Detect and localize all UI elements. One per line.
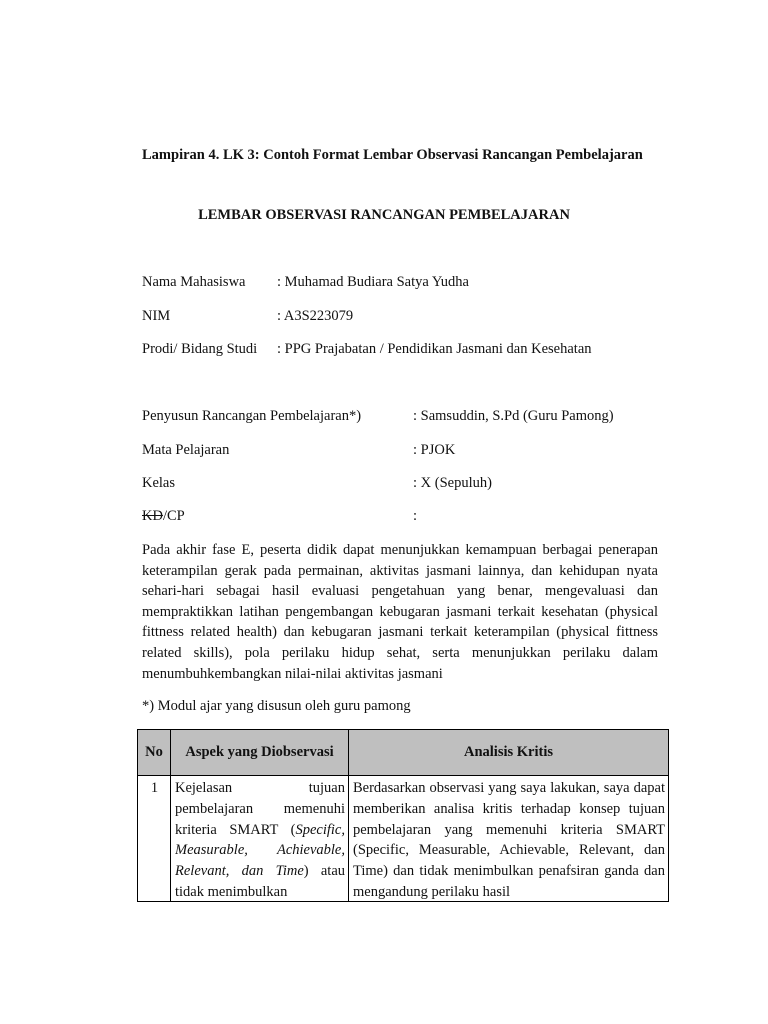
subject-value: : PJOK: [413, 442, 456, 458]
cp-paragraph: Pada akhir fase E, peserta didik dapat menunjukkan kemampuan berbagai penerapan keterampilan gerak pada permainan, aktivitas jasmani lainnya, dan kehidupan nyata sehari-hari sebagai hasil evaluasi pengetahuan yang benar, mengevaluasi dan mempraktikkan latihan pengembangan kebugaran jasmani terkait kesehatan (physical fittness related health) dan kebugaran jasmani terkait keterampilan (physical fittness related skills), pola perilaku hidup sehat, serta menunjukkan perilaku dalam menumbuhkembangkan nilai-nilai aktivitas jasmani: [142, 542, 658, 682]
appendix-title: Lampiran 4. LK 3: Contoh Format Lembar Observasi Rancangan Pembelajaran: [142, 147, 643, 163]
analysis-cell: [349, 776, 669, 902]
table-header-row: [138, 730, 669, 776]
aspect-outro: ) atau tidak menimbulkan: [175, 863, 345, 900]
header-no: No: [138, 730, 171, 776]
header-analysis: Analisis Kritis: [349, 730, 669, 776]
student-name-label: Nama Mahasiswa: [142, 274, 246, 290]
header-aspect: Aspek yang Diobservasi: [171, 730, 349, 776]
kd-cp-value: :: [413, 508, 418, 524]
kd-struck-text: KD: [142, 508, 163, 524]
nim-value: : A3S223079: [277, 308, 354, 324]
subject-label: Mata Pelajaran: [142, 442, 230, 458]
class-label: Kelas: [142, 475, 176, 491]
observation-table: [137, 729, 669, 902]
cp-text-label: /CP: [162, 508, 185, 524]
row-number: 1: [138, 776, 171, 902]
aspect-intro: Kejelasan tujuan pembelajaran memenuhi kriteria SMART (: [175, 780, 345, 838]
analysis-text: Berdasarkan observasi yang saya lakukan, saya dapat memberikan analisa kritis terhadap konsep tujuan pembelajaran yang memenuhi kriteria SMART (Specific, Measurable, Achievable, Relevant, dan Time) dan tidak menimbulkan penafsiran ganda dan mengandung perilaku hasil: [353, 780, 665, 900]
table-row: [138, 776, 669, 902]
plan-author-label: Penyusun Rancangan Pembelajaran*): [142, 408, 362, 424]
aspect-cell: [171, 776, 349, 902]
prodi-label: Prodi/ Bidang Studi: [142, 341, 258, 357]
form-title: LEMBAR OBSERVASI RANCANGAN PEMBELAJARAN: [198, 207, 570, 223]
plan-author-value: : Samsuddin, S.Pd (Guru Pamong): [413, 408, 614, 424]
class-value: : X (Sepuluh): [413, 475, 492, 491]
nim-label: NIM: [142, 308, 171, 324]
kd-cp-label: [142, 508, 185, 525]
footnote: *) Modul ajar yang disusun oleh guru pamong: [142, 698, 411, 714]
student-name-value: : Muhamad Budiara Satya Yudha: [277, 274, 469, 290]
aspect-italic: Specific, Measurable, Achievable, Relevant, dan Time: [175, 821, 345, 880]
prodi-value: : PPG Prajabatan / Pendidikan Jasmani dan Kesehatan: [277, 341, 592, 357]
